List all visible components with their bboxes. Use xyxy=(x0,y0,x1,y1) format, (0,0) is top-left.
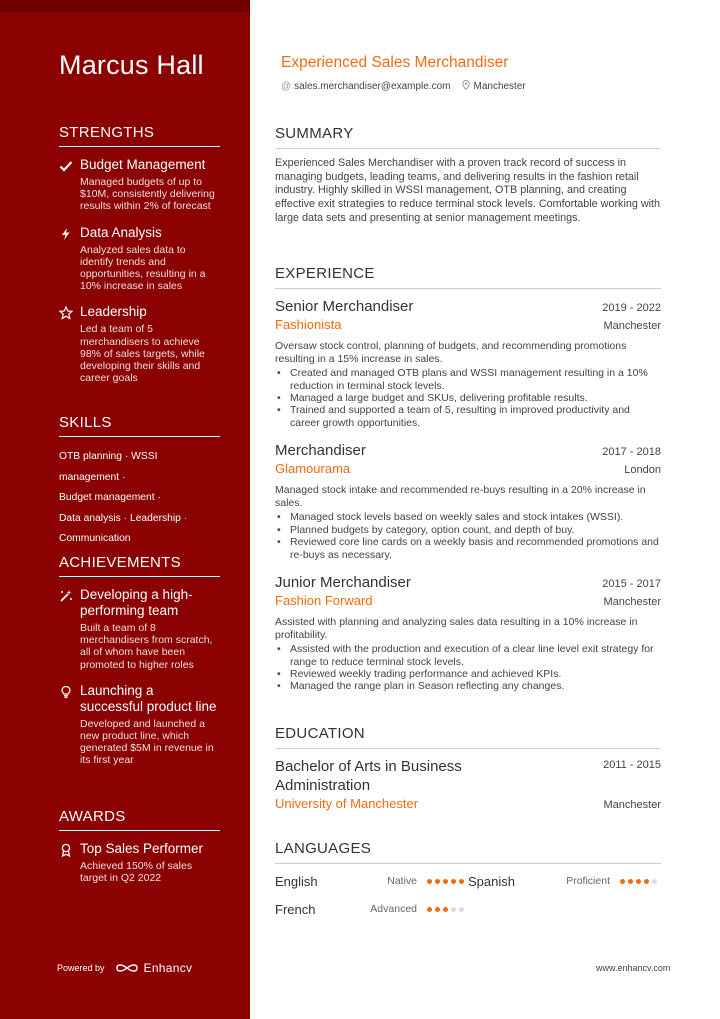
skills-list xyxy=(59,447,220,550)
rating-dot-filled xyxy=(435,907,440,912)
summary-text: Experienced Sales Merchandiser with a proven track record of success in managing budgets, leading teams, and delivering results in the fashion retail industry. Highly skilled in WSSI management, OTB planning, and creating effective exit strategies to reduce terminal stock levels. Comfortable working with large data sets and presenting at senior management meetings. xyxy=(275,157,661,224)
strengths-section xyxy=(59,124,220,396)
entry-role: Senior Merchandiser xyxy=(275,298,414,315)
award-item xyxy=(59,841,220,884)
entry-dates: 2017 - 2018 xyxy=(602,446,661,459)
rating-dot-filled xyxy=(435,879,440,884)
language-name: French xyxy=(275,901,316,917)
achievement-item xyxy=(59,683,220,767)
entry-dates: 2019 - 2022 xyxy=(602,302,661,314)
skills-heading: SKILLS xyxy=(59,414,220,437)
strength-title: Leadership xyxy=(80,304,147,320)
bullet-item: • Managed the range plan in Season reflecting any changes. xyxy=(275,680,661,692)
entry-description: Oversaw stock control, planning of budgets, and recommending promotions resulting in a 15% increase in sales. xyxy=(275,340,627,365)
rating-dot-filled xyxy=(443,907,448,912)
contact-row xyxy=(281,80,526,93)
experience-heading: EXPERIENCE xyxy=(275,265,661,289)
experience-entry xyxy=(275,573,661,693)
enhancv-logo-icon xyxy=(115,962,139,974)
language-level: Advanced xyxy=(370,903,417,915)
rating-dot-filled xyxy=(451,879,456,884)
education-degree: Bachelor of Arts in Business Administration xyxy=(275,758,462,794)
skill-line: OTB planning · WSSI management · xyxy=(59,451,158,483)
rating-dot-filled xyxy=(628,879,633,884)
strength-item xyxy=(59,225,220,293)
strength-item xyxy=(59,157,220,213)
summary-heading: SUMMARY xyxy=(275,125,661,149)
lightbulb-icon xyxy=(59,685,73,699)
language-item xyxy=(468,872,661,890)
contact-email[interactable]: sales.merchandiser@example.com xyxy=(294,81,451,92)
rating-dot-filled xyxy=(620,879,625,884)
bullet-item: • Managed stock levels based on weekly sales and stock intakes (WSSI). xyxy=(275,511,661,523)
education-school: University of Manchester xyxy=(275,796,419,811)
rating-dot-empty xyxy=(652,879,657,884)
language-item xyxy=(275,872,468,890)
entry-description: Managed stock intake and recommended re-buys resulting in a 20% increase in sales. xyxy=(275,484,646,509)
enhancv-logo-text: Enhancv xyxy=(143,961,193,975)
languages-heading: LANGUAGES xyxy=(275,840,661,864)
strength-desc: Managed budgets of up to $10M, consistently delivering results within 2% of forecast xyxy=(80,176,215,213)
entry-location: Manchester xyxy=(603,596,661,609)
entry-location: Manchester xyxy=(603,320,661,332)
headline: Experienced Sales Merchandiser xyxy=(281,54,509,71)
award-desc: Achieved 150% of sales target in Q2 2022 xyxy=(80,860,193,885)
enhancv-logo[interactable] xyxy=(115,961,193,975)
language-level: Native xyxy=(387,875,417,887)
achievement-item xyxy=(59,587,220,671)
education-section xyxy=(275,725,661,825)
bullet-item: • Reviewed core line cards on a weekly basis and recommended promotions and re-buys as necessary. xyxy=(275,536,661,561)
skills-section xyxy=(59,414,220,550)
contact-location: Manchester xyxy=(473,81,526,92)
rating-dot-filled xyxy=(644,879,649,884)
achievement-desc: Developed and launched a new product line, which generated $5M in revenue in its first year xyxy=(80,717,214,767)
sidebar-top-band xyxy=(0,0,250,12)
bullet-item: • Created and managed OTB plans and WSSI management resulting in a 10% reduction in terminal stock levels. xyxy=(275,367,661,392)
rating-dot-empty xyxy=(459,907,464,912)
entry-role: Junior Merchandiser xyxy=(275,574,411,592)
skill-line: Data analysis · Leadership · xyxy=(59,512,188,524)
education-entry xyxy=(275,757,661,813)
rating-dot-filled xyxy=(636,879,641,884)
bullet-item: • Planned budgets by category, option count, and depth of buy. xyxy=(275,524,661,536)
location-pin-icon xyxy=(462,80,470,93)
language-name: Spanish xyxy=(468,873,515,889)
footer-url[interactable]: www.enhancv.com xyxy=(596,963,671,973)
language-name: English xyxy=(275,873,318,889)
language-rating xyxy=(427,879,464,884)
rating-dot-filled xyxy=(427,879,432,884)
education-location: Manchester xyxy=(603,799,661,811)
skill-line: Budget management · xyxy=(59,492,161,503)
language-rating xyxy=(620,879,657,884)
at-icon: @ xyxy=(281,81,292,92)
bullet-item: • Trained and supported a team of 5, resulting in improved productivity and career growth opportunities. xyxy=(275,404,661,429)
entry-location: London xyxy=(624,464,661,477)
achievements-section xyxy=(59,554,220,779)
rating-dot-filled xyxy=(459,879,464,884)
skill-line: Communication xyxy=(59,533,131,544)
rating-dot-empty xyxy=(451,907,456,912)
entry-role: Merchandiser xyxy=(275,442,366,460)
bullet-item: • Reviewed weekly trading performance and achieved KPIs. xyxy=(275,668,661,680)
languages-section xyxy=(275,840,661,918)
strengths-heading: STRENGTHS xyxy=(59,124,220,147)
entry-dates: 2015 - 2017 xyxy=(602,578,661,591)
languages-grid xyxy=(275,872,661,918)
achievement-title: Launching a successful product line xyxy=(80,682,217,714)
lightning-icon xyxy=(59,227,73,241)
awards-heading: AWARDS xyxy=(59,808,220,831)
education-heading: EDUCATION xyxy=(275,725,661,749)
awards-section xyxy=(59,808,220,896)
sidebar xyxy=(0,0,250,1019)
language-item xyxy=(275,900,468,918)
achievements-heading: ACHIEVEMENTS xyxy=(59,554,220,577)
check-icon xyxy=(59,159,73,173)
bullet-item: • Managed a large budget and SKUs, delivering profitable results. xyxy=(275,392,661,404)
candidate-name: Marcus Hall xyxy=(59,50,204,80)
achievement-desc: Built a team of 8 merchandisers from scratch, all of whom have been promoted to higher roles xyxy=(80,622,213,671)
language-rating xyxy=(427,907,464,912)
strength-item xyxy=(59,304,220,384)
entry-bullets xyxy=(275,511,661,561)
education-dates: 2011 - 2015 xyxy=(603,759,661,771)
entry-company: Fashion Forward xyxy=(275,593,373,609)
achievement-title: Developing a high-performing team xyxy=(80,587,193,618)
powered-by xyxy=(57,961,192,975)
medal-icon xyxy=(59,843,73,857)
powered-by-label: Powered by xyxy=(57,963,105,973)
strength-title: Budget Management xyxy=(80,157,206,172)
strength-title: Data Analysis xyxy=(80,224,162,240)
entry-company: Glamourama xyxy=(275,461,351,477)
summary-section xyxy=(275,125,661,226)
entry-bullets xyxy=(275,367,661,429)
experience-entry xyxy=(275,297,661,429)
rating-dot-filled xyxy=(443,879,448,884)
strength-desc: Led a team of 5 merchandisers to achieve 98% of sales targets, while developing their skills and career goals xyxy=(80,323,205,385)
strength-desc: Analyzed sales data to identify trends and opportunities, resulting in a 10% increase in sales xyxy=(80,243,206,293)
entry-bullets xyxy=(275,643,661,693)
award-title: Top Sales Performer xyxy=(80,841,204,856)
star-icon xyxy=(59,306,73,320)
experience-section xyxy=(275,265,661,705)
entry-company: Fashionista xyxy=(275,317,342,332)
bullet-item: • Assisted with the production and execution of a clear line level exit strategy for range to reduce terminal stock levels. xyxy=(275,643,661,668)
wand-icon xyxy=(59,589,73,603)
language-level: Proficient xyxy=(566,875,610,887)
entry-description: Assisted with planning and analyzing sales data resulting in a 10% increase in profitability. xyxy=(275,616,638,641)
experience-entry xyxy=(275,441,661,561)
rating-dot-filled xyxy=(427,907,432,912)
